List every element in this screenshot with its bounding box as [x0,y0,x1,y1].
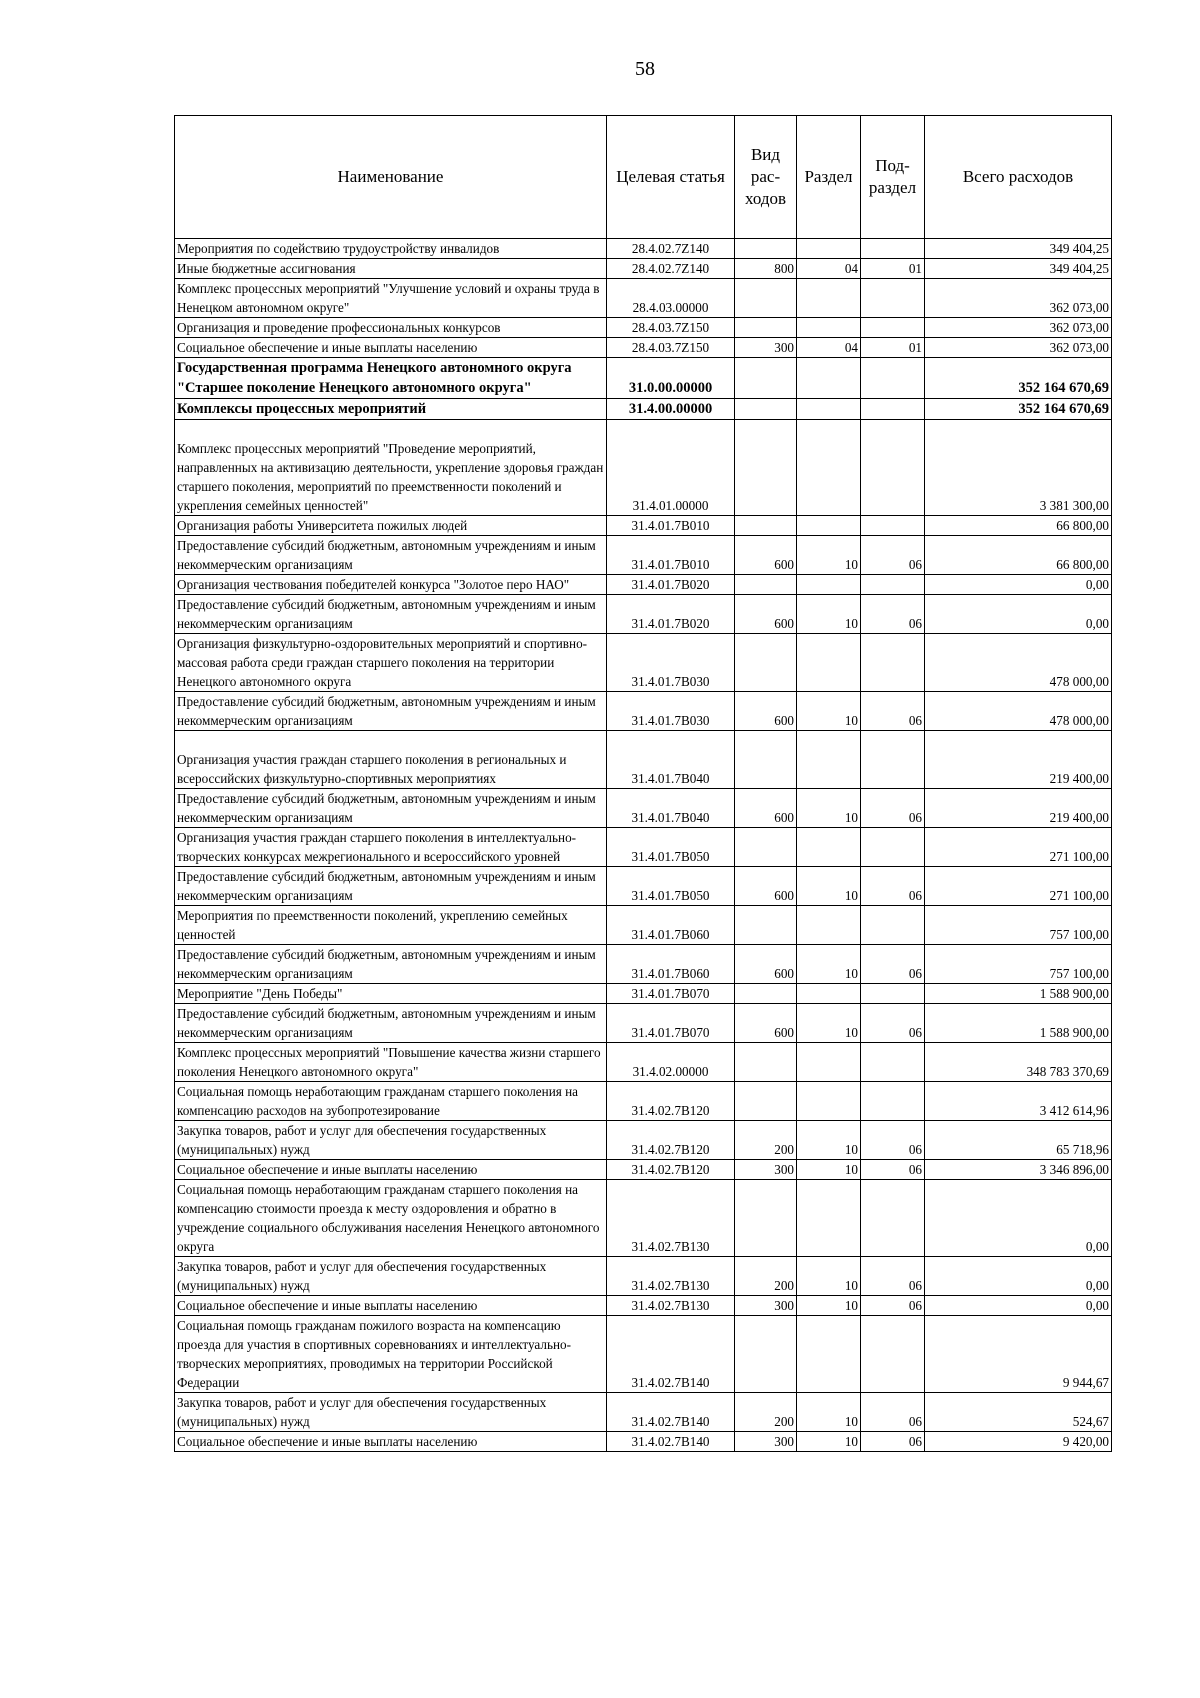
row-vid [735,516,797,536]
row-total: 271 100,00 [925,828,1112,867]
row-name: Организация чествования победителей конкурса "Золотое перо НАО" [175,575,607,595]
row-name: Организация участия граждан старшего поколения в интеллектуально-творческих конкурсах межрегионального и всероссийского уровней [175,828,607,867]
row-article: 31.0.00.00000 [607,358,735,399]
row-razdel [797,906,861,945]
row-razdel: 10 [797,1160,861,1180]
row-name: Закупка товаров, работ и услуг для обеспечения государственных (муниципальных) нужд [175,1121,607,1160]
row-name: Государственная программа Ненецкого автономного округа "Старшее поколение Ненецкого автономного округа" [175,358,607,399]
row-article: 31.4.02.7В120 [607,1082,735,1121]
row-total: 0,00 [925,1180,1112,1257]
row-article: 31.4.01.7В030 [607,634,735,692]
row-total: 362 073,00 [925,318,1112,338]
row-razdel: 10 [797,1432,861,1452]
row-razdel [797,516,861,536]
row-vid [735,239,797,259]
row-article: 31.4.01.7В070 [607,1004,735,1043]
row-total: 0,00 [925,1296,1112,1316]
table-row [175,516,1112,536]
row-article: 31.4.02.7В140 [607,1432,735,1452]
row-vid [735,634,797,692]
row-name: Комплексы процессных мероприятий [175,399,607,420]
row-razdel: 10 [797,692,861,731]
row-total: 478 000,00 [925,692,1112,731]
row-name: Социальная помощь неработающим гражданам старшего поколения на компенсацию стоимости проезда к месту оздоровления и обратно в учреждение социального обслуживания населения Ненецкого автономного округа [175,1180,607,1257]
row-article: 31.4.01.7В060 [607,906,735,945]
row-podrazdel: 06 [861,1393,925,1432]
row-vid: 300 [735,1432,797,1452]
row-total: 362 073,00 [925,279,1112,318]
table-row [175,536,1112,575]
row-vid [735,575,797,595]
row-razdel [797,731,861,789]
table-row [175,1180,1112,1257]
row-name: Предоставление субсидий бюджетным, автономным учреждениям и иным некоммерческим организациям [175,867,607,906]
table-row [175,1296,1112,1316]
row-razdel [797,1082,861,1121]
row-razdel: 10 [797,1393,861,1432]
row-name: Предоставление субсидий бюджетным, автономным учреждениям и иным некоммерческим организациям [175,595,607,634]
table-row [175,1121,1112,1160]
row-vid: 200 [735,1393,797,1432]
row-podrazdel [861,984,925,1004]
header-vid: Вид рас-ходов [735,116,797,239]
row-vid: 600 [735,692,797,731]
row-total: 0,00 [925,575,1112,595]
row-vid: 300 [735,338,797,358]
row-razdel [797,358,861,399]
row-total: 348 783 370,69 [925,1043,1112,1082]
row-total: 757 100,00 [925,945,1112,984]
row-razdel: 10 [797,789,861,828]
row-article: 31.4.00.00000 [607,399,735,420]
row-vid [735,828,797,867]
row-total: 349 404,25 [925,259,1112,279]
row-podrazdel [861,239,925,259]
row-razdel [797,634,861,692]
row-article: 31.4.02.7В140 [607,1316,735,1393]
table-row [175,1257,1112,1296]
table-row [175,692,1112,731]
row-article: 31.4.02.00000 [607,1043,735,1082]
row-article: 31.4.01.7В060 [607,945,735,984]
row-podrazdel [861,731,925,789]
row-razdel [797,420,861,516]
row-razdel: 04 [797,259,861,279]
row-total: 0,00 [925,1257,1112,1296]
row-total: 478 000,00 [925,634,1112,692]
table-row [175,1316,1112,1393]
row-total: 66 800,00 [925,536,1112,575]
row-name: Закупка товаров, работ и услуг для обеспечения государственных (муниципальных) нужд [175,1257,607,1296]
row-razdel [797,828,861,867]
row-razdel [797,279,861,318]
row-total: 219 400,00 [925,789,1112,828]
row-article: 31.4.02.7В130 [607,1296,735,1316]
table-row [175,259,1112,279]
row-vid: 600 [735,789,797,828]
row-total: 352 164 670,69 [925,399,1112,420]
row-podrazdel: 06 [861,1257,925,1296]
table-row [175,906,1112,945]
row-podrazdel: 06 [861,867,925,906]
row-podrazdel [861,1180,925,1257]
table-row [175,1160,1112,1180]
row-podrazdel [861,358,925,399]
row-name: Комплекс процессных мероприятий "Проведение мероприятий, направленных на активизацию деятельности, укрепление здоровья граждан старшего поколения, мероприятий по преемственности поколений и укрепления семейных ценностей" [175,420,607,516]
row-podrazdel [861,1043,925,1082]
row-vid [735,984,797,1004]
row-razdel: 10 [797,867,861,906]
row-name: Комплекс процессных мероприятий "Улучшение условий и охраны труда в Ненецком автономном округе" [175,279,607,318]
row-vid: 200 [735,1121,797,1160]
table-row [175,318,1112,338]
row-vid [735,1180,797,1257]
row-razdel: 10 [797,945,861,984]
row-name: Социальное обеспечение и иные выплаты населению [175,1296,607,1316]
row-podrazdel [861,399,925,420]
table-row [175,731,1112,789]
row-name: Предоставление субсидий бюджетным, автономным учреждениям и иным некоммерческим организациям [175,1004,607,1043]
row-name: Социальная помощь неработающим гражданам старшего поколения на компенсацию расходов на зубопротезирование [175,1082,607,1121]
row-podrazdel [861,634,925,692]
row-podrazdel: 06 [861,1432,925,1452]
table-row [175,1043,1112,1082]
row-vid [735,358,797,399]
row-total: 362 073,00 [925,338,1112,358]
table-row [175,399,1112,420]
row-vid: 300 [735,1160,797,1180]
row-name: Предоставление субсидий бюджетным, автономным учреждениям и иным некоммерческим организациям [175,536,607,575]
row-razdel [797,399,861,420]
row-article: 31.4.01.7В050 [607,828,735,867]
header-name: Наименование [175,116,607,239]
row-podrazdel: 06 [861,789,925,828]
row-vid [735,420,797,516]
table-row [175,420,1112,516]
row-name: Иные бюджетные ассигнования [175,259,607,279]
row-podrazdel [861,420,925,516]
row-article: 31.4.02.7В120 [607,1160,735,1180]
row-razdel: 04 [797,338,861,358]
table-body [175,239,1112,1452]
row-vid: 600 [735,1004,797,1043]
row-article: 28.4.02.7Z140 [607,239,735,259]
table-row [175,945,1112,984]
row-name: Предоставление субсидий бюджетным, автономным учреждениям и иным некоммерческим организациям [175,789,607,828]
row-vid [735,1316,797,1393]
row-vid [735,318,797,338]
table-row [175,575,1112,595]
row-podrazdel [861,1082,925,1121]
table-row [175,239,1112,259]
table-header [175,116,1112,239]
row-razdel [797,1043,861,1082]
row-podrazdel [861,575,925,595]
row-name: Мероприятия по содействию трудоустройству инвалидов [175,239,607,259]
table-row [175,1004,1112,1043]
row-name: Социальное обеспечение и иные выплаты населению [175,1160,607,1180]
row-name: Мероприятие "День Победы" [175,984,607,1004]
row-article: 31.4.02.7В120 [607,1121,735,1160]
header-podrazdel: Под-раздел [861,116,925,239]
row-total: 66 800,00 [925,516,1112,536]
row-article: 31.4.01.7В010 [607,536,735,575]
row-article: 31.4.02.7В140 [607,1393,735,1432]
row-podrazdel: 01 [861,259,925,279]
row-article: 31.4.01.7В040 [607,731,735,789]
table-row [175,595,1112,634]
row-vid: 300 [735,1296,797,1316]
row-total: 524,67 [925,1393,1112,1432]
table-row [175,789,1112,828]
table-row [175,1432,1112,1452]
row-podrazdel: 06 [861,945,925,984]
row-article: 31.4.01.7В020 [607,575,735,595]
row-podrazdel: 06 [861,1121,925,1160]
row-name: Организация работы Университета пожилых людей [175,516,607,536]
row-article: 28.4.03.7Z150 [607,318,735,338]
page-number: 58 [635,58,655,80]
row-podrazdel [861,828,925,867]
row-razdel: 10 [797,1296,861,1316]
row-vid [735,1043,797,1082]
row-article: 31.4.01.7В030 [607,692,735,731]
row-article: 31.4.01.7В010 [607,516,735,536]
table-row [175,279,1112,318]
budget-table [174,115,1112,1452]
table-row [175,1393,1112,1432]
header-total: Всего расходов [925,116,1112,239]
table-row [175,1082,1112,1121]
row-razdel [797,1180,861,1257]
table-row [175,358,1112,399]
row-razdel: 10 [797,1004,861,1043]
row-total: 9 944,67 [925,1316,1112,1393]
row-article: 31.4.02.7В130 [607,1257,735,1296]
row-podrazdel [861,318,925,338]
row-razdel: 10 [797,536,861,575]
row-vid: 600 [735,595,797,634]
table-row [175,338,1112,358]
table-row [175,828,1112,867]
row-podrazdel [861,906,925,945]
row-podrazdel [861,1316,925,1393]
header-article: Целевая статья [607,116,735,239]
row-article: 28.4.03.7Z150 [607,338,735,358]
row-total: 3 346 896,00 [925,1160,1112,1180]
row-vid [735,906,797,945]
row-name: Мероприятия по преемственности поколений, укреплению семейных ценностей [175,906,607,945]
row-total: 1 588 900,00 [925,984,1112,1004]
row-vid: 200 [735,1257,797,1296]
row-total: 3 412 614,96 [925,1082,1112,1121]
row-razdel: 10 [797,595,861,634]
row-razdel: 10 [797,1257,861,1296]
row-total: 9 420,00 [925,1432,1112,1452]
row-podrazdel: 06 [861,692,925,731]
row-vid [735,399,797,420]
row-total: 3 381 300,00 [925,420,1112,516]
row-podrazdel [861,516,925,536]
row-total: 0,00 [925,595,1112,634]
row-vid: 600 [735,945,797,984]
row-podrazdel: 06 [861,536,925,575]
row-article: 31.4.01.7В040 [607,789,735,828]
row-podrazdel: 06 [861,595,925,634]
row-article: 31.4.01.7В050 [607,867,735,906]
row-name: Предоставление субсидий бюджетным, автономным учреждениям и иным некоммерческим организациям [175,692,607,731]
row-razdel: 10 [797,1121,861,1160]
row-total: 219 400,00 [925,731,1112,789]
row-vid: 800 [735,259,797,279]
row-razdel [797,984,861,1004]
row-total: 65 718,96 [925,1121,1112,1160]
row-podrazdel: 06 [861,1296,925,1316]
row-total: 757 100,00 [925,906,1112,945]
table-row [175,984,1112,1004]
row-total: 1 588 900,00 [925,1004,1112,1043]
row-article: 31.4.01.00000 [607,420,735,516]
row-name: Комплекс процессных мероприятий "Повышение качества жизни старшего поколения Ненецкого автономного округа" [175,1043,607,1082]
row-name: Социальная помощь гражданам пожилого возраста на компенсацию проезда для участия в спортивных соревнованиях и интеллектуально-творческих мероприятиях, проводимых на территории Российской Федерации [175,1316,607,1393]
row-podrazdel: 01 [861,338,925,358]
header-razdel: Раздел [797,116,861,239]
row-article: 28.4.03.00000 [607,279,735,318]
row-vid: 600 [735,536,797,575]
row-name: Закупка товаров, работ и услуг для обеспечения государственных (муниципальных) нужд [175,1393,607,1432]
row-article: 31.4.02.7В130 [607,1180,735,1257]
row-podrazdel [861,279,925,318]
row-name: Организация и проведение профессиональных конкурсов [175,318,607,338]
row-name: Организация физкультурно-оздоровительных мероприятий и спортивно-массовая работа среди граждан старшего поколения на территории Ненецкого автономного округа [175,634,607,692]
row-total: 352 164 670,69 [925,358,1112,399]
row-razdel [797,318,861,338]
table-row [175,867,1112,906]
row-vid [735,279,797,318]
row-name: Организация участия граждан старшего поколения в региональных и всероссийских физкультурно-спортивных мероприятиях [175,731,607,789]
row-name: Социальное обеспечение и иные выплаты населению [175,1432,607,1452]
row-vid: 600 [735,867,797,906]
row-razdel [797,575,861,595]
row-name: Социальное обеспечение и иные выплаты населению [175,338,607,358]
row-razdel [797,1316,861,1393]
table-row [175,634,1112,692]
row-razdel [797,239,861,259]
row-article: 31.4.01.7В070 [607,984,735,1004]
row-podrazdel: 06 [861,1004,925,1043]
row-podrazdel: 06 [861,1160,925,1180]
row-name: Предоставление субсидий бюджетным, автономным учреждениям и иным некоммерческим организациям [175,945,607,984]
row-vid [735,731,797,789]
row-article: 31.4.01.7В020 [607,595,735,634]
row-total: 271 100,00 [925,867,1112,906]
row-vid [735,1082,797,1121]
row-article: 28.4.02.7Z140 [607,259,735,279]
row-total: 349 404,25 [925,239,1112,259]
